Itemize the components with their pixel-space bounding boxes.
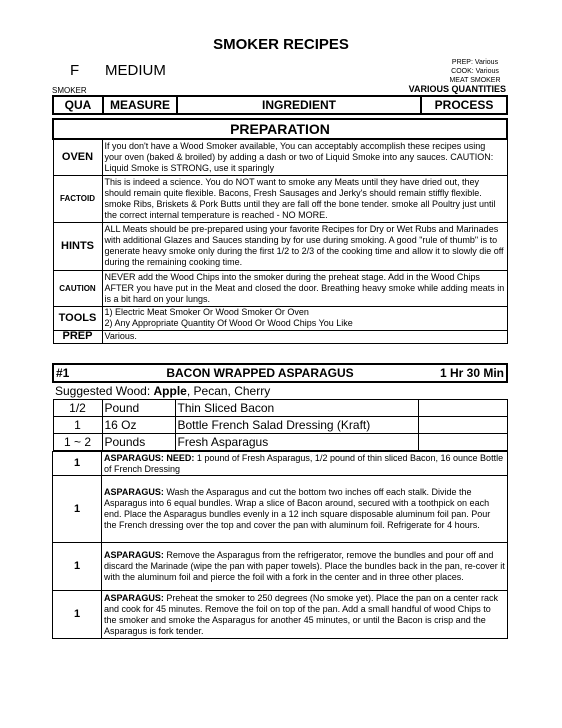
step-row [53,543,508,591]
step-text: ASPARAGUS: NEED: 1 pound of Fresh Asparagus, 1/2 pound of thin sliced Bacon, 16 ounce Bottle of French Dressing [102,452,508,476]
step-label: ASPARAGUS: [104,487,164,497]
header-process: PROCESS [421,96,507,114]
preparation-heading: PREPARATION [53,119,507,139]
ingredient-measure: Pounds [102,434,175,451]
cook-time: COOK: Various [451,68,499,75]
prep-label-tools: TOOLS [53,306,102,330]
recipe-table [52,363,508,451]
category-label: MEAT SMOKER [449,77,501,84]
step-text: ASPARAGUS: Remove the Asparagus from the refrigerator, remove the bundles and pour off and discard the Marinade (wipe the pan with paper towels). Place the bundles back in the pan, re-cover it with the aluminum foil and pierce the foil with a fork in the center and in three other places. [102,543,508,591]
prep-label-factoid: FACTOID [53,175,102,222]
step-label: ASPARAGUS: [104,592,164,603]
ingredient-name: Bottle French Salad Dressing (Kraft) [175,417,418,434]
step-qty: 1 [53,591,102,639]
wood-others: , Pecan, Cherry [186,384,271,398]
step-qty: 1 [53,543,102,591]
quantities-label: VARIOUS QUANTITIES [408,84,506,94]
page-title: SMOKER RECIPES [213,36,349,53]
step-need: NEED: [163,452,195,463]
prep-text-prep: Various. [102,330,507,343]
prep-text-oven: If you don't have a Wood Smoker available, You can acceptably accomplish these recipes using your oven (baked & broiled) by adding a dash or two of Liquid Smoke into any sauces. CAUTION: Liquid Smoke is STRONG, use it sparingly [102,139,507,175]
header-ingredient: INGREDIENT [177,96,421,114]
step-text: ASPARAGUS: Wash the Asparagus and cut the bottom two inches off each stalk. Divide the Asparagus into 6 equal bundles. Wrap a slice of Bacon around, secured with a toothpick on each end. Place the Asparagus bundles evenly in a 12 inch square disposable aluminum foil pan. Pour the French dressing over the top and cover the pan with aluminum foil. Refrigerate for 4 hours. [102,476,508,543]
ingredient-qty: 1 [53,417,102,434]
ingredient-measure: 16 Oz [102,417,175,434]
ingredient-qty: 1/2 [53,400,102,417]
prep-text-caution: NEVER add the Wood Chips into the smoker during the preheat stage. Add in the Wood Chips AFTER you have put in the Meat and closed the door. Breathing heavy smoke while adding meats in is a bit hard on your lungs. [102,270,507,306]
recipe-time: 1 Hr 30 Min [418,364,507,382]
tools-line-2: 2) Any Appropriate Quantity Of Wood Or Wood Chips You Like [104,318,353,328]
wood-primary: Apple [153,384,187,398]
ingredient-row [53,400,507,417]
ingredient-name: Thin Sliced Bacon [175,400,418,417]
prep-text-hints: ALL Meats should be pre-prepared using your favorite Recipes for Dry or Wet Rubs and Marinades with additional Glazes and Sauces standing by for use during smoking. A good "rule of thumb" is to generate heavy smoke only during the first 1/2 to 2/3 of the cooking time and allow it to slowly die off during the remaining cooking time. [102,222,507,270]
temp-unit: F [70,62,80,79]
suggested-wood [53,382,507,400]
prep-label-oven: OVEN [53,139,102,175]
prep-label-hints: HINTS [53,222,102,270]
step-row [53,452,508,476]
ingredient-process [418,434,507,451]
ingredient-measure: Pound [102,400,175,417]
step-label: ASPARAGUS: [104,550,164,560]
header-qua: QUA [53,96,103,114]
prep-info [430,58,520,85]
ingredient-row [53,417,507,434]
header-measure: MEASURE [103,96,177,114]
preparation-table [52,118,508,344]
step-label: ASPARAGUS: [104,452,164,463]
prep-label-prep: PREP [53,330,102,343]
prep-label-caution: CAUTION [53,270,102,306]
recipe-number: #1 [53,364,102,382]
column-headers [52,95,508,115]
step-row [53,591,508,639]
difficulty-level: MEDIUM [105,62,166,79]
ingredient-process [418,400,507,417]
steps-table [52,451,508,639]
wood-prefix: Suggested Wood: [55,384,154,398]
prep-time: PREP: Various [451,59,499,66]
ingredient-name: Fresh Asparagus [175,434,418,451]
step-qty: 1 [53,476,102,543]
recipe-name: BACON WRAPPED ASPARAGUS [102,364,418,382]
prep-text-factoid: This is indeed a science. You do NOT want to smoke any Meats until they have dried out, they should remain quite flexible. Bacons, Fresh Sausages and Jerky's should remain stiffly flexible. smoke Ribs, Briskets & Pork Butts until they are fall off the bone tender. smoke all Poultry just until the correct internal temperature is reached - NO MORE. [102,175,507,222]
step-text: ASPARAGUS: Preheat the smoker to 250 degrees (No smoke yet). Place the pan on a center rack and cook for 45 minutes. Remove the foil on top of the pan. Add a small handful of wood Chips to the smoker and smoke the Asparagus for another 45 minutes, or until the Bacon is crisp and the Asparagus is fork tender. [102,591,508,639]
step-row [53,476,508,543]
step-qty: 1 [53,452,102,476]
ingredient-row [53,434,507,451]
prep-text-tools [102,306,507,330]
category: SMOKER [52,86,87,95]
tools-line-1: 1) Electric Meat Smoker Or Wood Smoker Or Oven [104,307,309,317]
ingredient-qty: 1 ~ 2 [53,434,102,451]
ingredient-process [418,417,507,434]
